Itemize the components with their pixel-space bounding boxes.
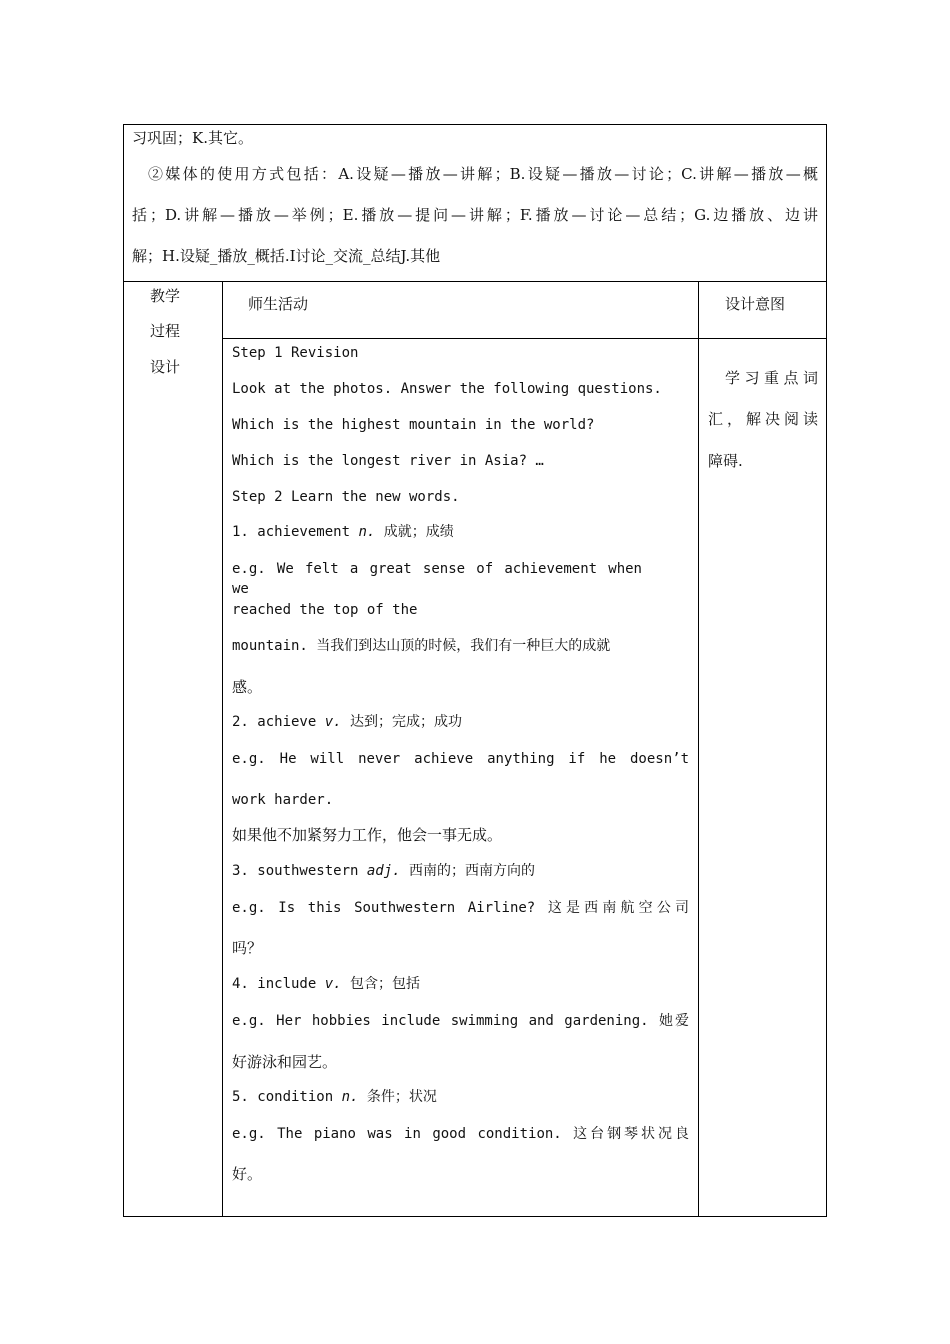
teaching-process-label-3: 设计 [150,358,181,376]
word-5-example-2: 好。 [232,1165,263,1183]
word-4-pos: v. [324,976,342,992]
media-usage-line-4: 解；H.设疑_播放_概括.I讨论_交流_总结J.其他 [132,247,441,265]
teaching-process-label-2: 过程 [150,322,181,340]
intent-line-1: 学习重点词 [725,369,818,387]
step-2-title: Step 2 Learn the new words. [232,489,460,505]
question-1: Which is the highest mountain in the world? [232,417,595,433]
word-3-pos: adj. [366,863,401,879]
word-2-pos: v. [324,714,342,730]
word-5-example-1: e.g. The piano was in good condition. 这台钢琴状况良 [232,1126,689,1142]
word-1-example-3: mountain. 当我们到达山顶的时候，我们有一种巨大的成就 [232,638,611,654]
word-4 [232,974,420,994]
step-1-title: Step 1 Revision [232,345,359,361]
word-3-term: 3. southwestern [232,863,359,879]
media-usage-line-2: ②媒体的使用方式包括：A.设疑—播放—讲解；B.设疑—播放—讨论；C.讲解—播放—概 [148,165,818,183]
word-5 [232,1087,437,1107]
word-1-meaning: 成就；成绩 [383,524,454,540]
table-border-right [826,124,827,1217]
intent-column-divider [698,281,699,1217]
word-4-meaning: 包含；包括 [350,976,421,992]
word-3 [232,861,535,881]
left-column-divider [222,281,223,1217]
word-1-term: 1. achievement [232,524,351,540]
section-divider [123,281,827,282]
teaching-process-label-1: 教学 [150,287,181,305]
intent-line-3: 障碍. [708,452,743,470]
questions-intro: Look at the photos. Answer the following questions. [232,381,662,397]
word-2-example-1: e.g. He will never achieve anything if he doesn’t [232,751,689,767]
word-5-term: 5. condition [232,1089,334,1105]
word-1-example-2: reached the top of the [232,602,418,618]
intent-line-2: 汇，解决阅读 [708,410,818,428]
word-2-term: 2. achieve [232,714,317,730]
word-1 [232,522,454,542]
word-5-pos: n. [341,1089,359,1105]
word-4-term: 4. include [232,976,317,992]
word-4-example-2: 好游泳和园艺。 [232,1053,338,1071]
question-2: Which is the longest river in Asia? … [232,453,544,469]
word-2-meaning: 达到；完成；成功 [350,714,463,730]
word-1-example-1: e.g. We felt a great sense of achievement when we [232,561,642,597]
activities-header: 师生活动 [248,295,309,313]
table-border-bottom [123,1216,827,1217]
intent-header: 设计意图 [725,295,786,313]
word-3-example-2: 吗？ [232,939,263,957]
word-5-meaning: 条件；状况 [366,1089,437,1105]
word-2-example-2: work harder. [232,792,334,808]
table-border-top [123,124,827,125]
word-2-example-3: 如果他不加紧努力工作，他会一事无成。 [232,826,503,844]
word-3-meaning: 西南的；西南方向的 [409,863,536,879]
header-row-divider [222,338,827,339]
word-4-example-1: e.g. Her hobbies include swimming and gardening. 她爱 [232,1013,689,1029]
word-1-example-4: 感。 [232,678,263,696]
word-2 [232,712,462,732]
table-border-left [123,124,124,1217]
word-3-example-1: e.g. Is this Southwestern Airline? 这是西南航空公司 [232,900,689,916]
word-1-pos: n. [358,524,376,540]
media-usage-line-3: 括；D.讲解—播放—举例；E.播放—提问—讲解；F.播放—讨论—总结；G.边播放、边讲 [132,206,818,224]
media-usage-line-1: 习巩固；K.其它。 [132,129,253,147]
